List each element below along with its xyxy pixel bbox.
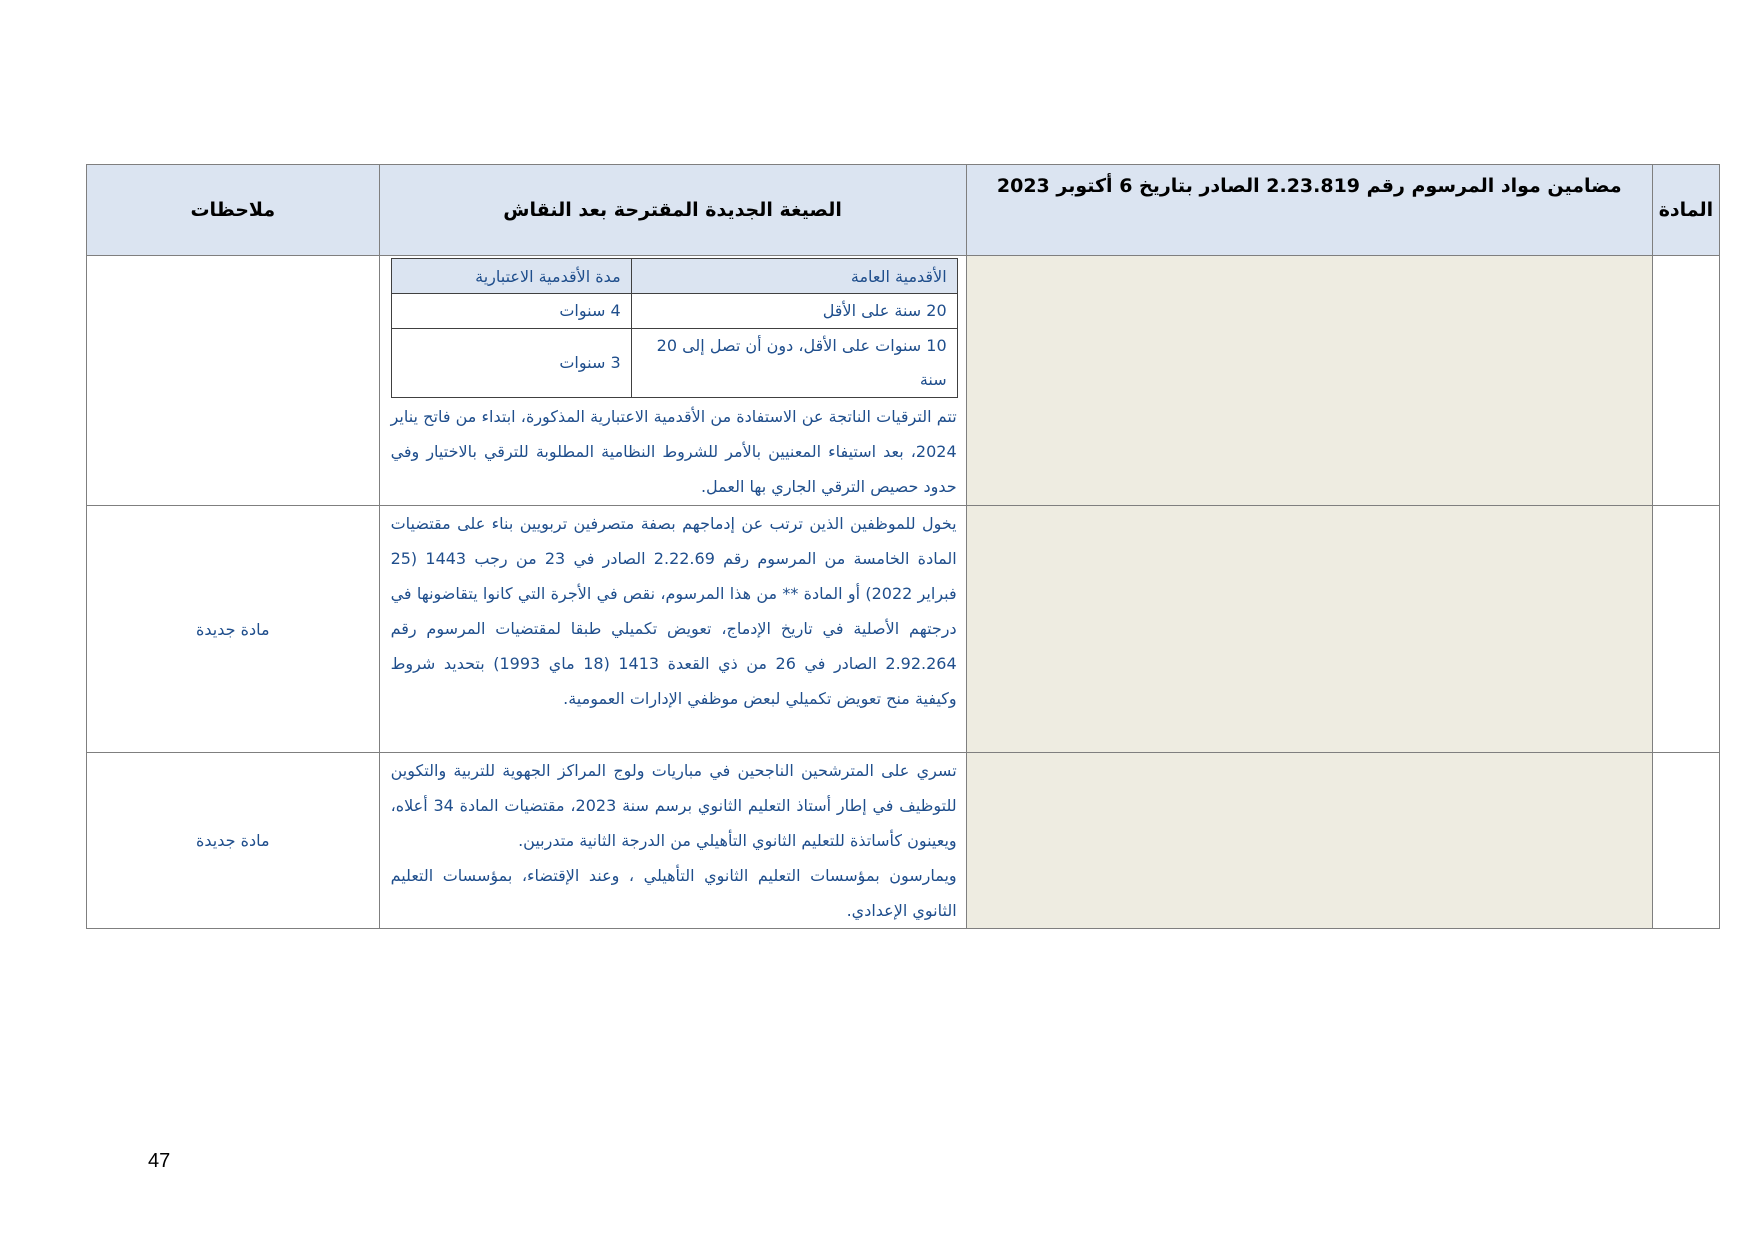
proposed-wording-cell (379, 256, 966, 506)
notes-cell (87, 256, 380, 506)
seniority-table (391, 258, 958, 398)
seniority-header-row (391, 259, 957, 294)
header-row (87, 165, 1720, 256)
article-cell (1652, 256, 1719, 506)
comparison-table (86, 164, 1720, 929)
notes-cell: مادة جديدة (87, 506, 380, 753)
header-proposed-wording: الصيغة الجديدة المقترحة بعد النقاش (379, 165, 966, 256)
notes-cell: مادة جديدة (87, 753, 380, 929)
compensation-paragraph: يخول للموظفين الذين ترتب عن إدماجهم بصفة متصرفين تربويين بناء على مقتضيات المادة الخامسة من المرسوم رقم 2.22.69 الصادر في 23 من رجب 1443 (25 فبراير 2022) أو المادة ** من هذا المرسوم، نقص في الأجرة التي كانوا يتقاضونها في درجتهم الأصلية في تاريخ الإدماج، تعويض تكميلي طبقا لمقتضيات المرسوم رقم 2.92.264 الصادر في 26 من ذي القعدة 1413 (18 ماي 1993) بتحديد شروط وكيفية منح تعويض تكميلي لبعض موظفي الإدارات العمومية. (390, 514, 957, 708)
seniority-row (391, 329, 957, 398)
decree-content-cell (966, 753, 1652, 929)
practice-paragraph: ويمارسون بمؤسسات التعليم الثانوي التأهيلي ، وعند الإقتضاء، بمؤسسات التعليم الثانوي الإعدادي. (390, 866, 957, 920)
page-number: 47 (148, 1150, 171, 1172)
table-row (87, 256, 1720, 506)
seniority-general-value: 20 سنة على الأقل (631, 294, 957, 329)
header-article: المادة (1652, 165, 1719, 256)
decree-content-cell (966, 256, 1652, 506)
article-cell (1652, 753, 1719, 929)
seniority-duration-value: 3 سنوات (391, 329, 631, 398)
candidates-paragraph: تسري على المترشحين الناجحين في مباريات ولوج المراكز الجهوية للتربية والتكوين للتوظيف في إطار أستاذ التعليم الثانوي برسم سنة 2023، مقتضيات المادة 34 أعلاه، ويعينون كأساتذة للتعليم الثانوي التأهيلي من الدرجة الثانية متدربين. (390, 761, 957, 850)
header-notes: ملاحظات (87, 165, 380, 256)
decree-content-cell (966, 506, 1652, 753)
seniority-general-value: 10 سنوات على الأقل، دون أن تصل إلى 20 سنة (631, 329, 957, 398)
proposed-wording-cell (379, 506, 966, 753)
seniority-header-duration: مدة الأقدمية الاعتبارية (391, 259, 631, 294)
proposed-wording-cell (379, 753, 966, 929)
seniority-row (391, 294, 957, 329)
table-row (87, 506, 1720, 753)
seniority-header-general: الأقدمية العامة (631, 259, 957, 294)
table-row (87, 753, 1720, 929)
promotion-paragraph: تتم الترقيات الناتجة عن الاستفادة من الأقدمية الاعتبارية المذكورة، ابتداء من فاتح يناير 2024، بعد استيفاء المعنيين بالأمر للشروط النظامية المطلوبة للترقي بالاختيار وفي حدود حصيص الترقي الجاري بها العمل. (390, 407, 957, 496)
article-cell (1652, 506, 1719, 753)
seniority-duration-value: 4 سنوات (391, 294, 631, 329)
header-decree-content: مضامين مواد المرسوم رقم 2.23.819 الصادر بتاريخ 6 أكتوبر 2023 (966, 165, 1652, 256)
